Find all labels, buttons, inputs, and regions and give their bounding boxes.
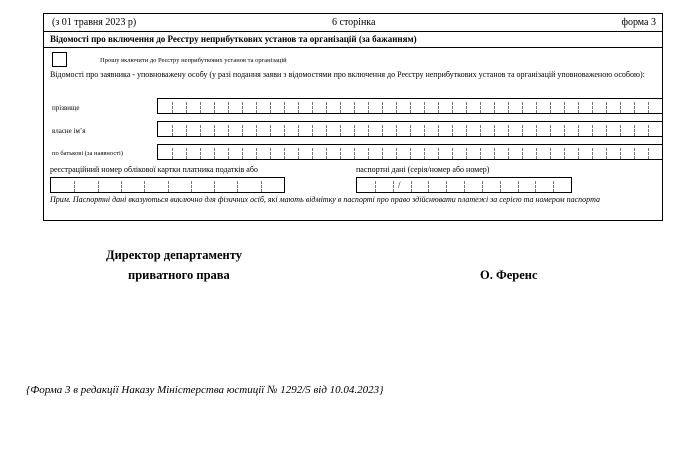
cell-divider (564, 148, 565, 159)
cell-divider (242, 148, 243, 159)
cell-divider (237, 181, 238, 192)
cell-divider (393, 181, 394, 192)
cell-divider (578, 125, 579, 136)
cell-divider (375, 181, 376, 192)
cell-divider (452, 102, 453, 113)
cell-divider (452, 125, 453, 136)
cell-divider (634, 148, 635, 159)
cell-divider (228, 102, 229, 113)
cell-divider (535, 181, 536, 192)
cell-divider (410, 102, 411, 113)
cell-divider (508, 102, 509, 113)
form-header (44, 14, 662, 31)
given-name-label: власне ім’я (52, 127, 86, 135)
cell-divider (648, 102, 649, 113)
cell-divider (446, 181, 447, 192)
cell-divider (326, 125, 327, 136)
surname-field[interactable] (157, 98, 663, 114)
cell-divider (438, 125, 439, 136)
applicant-info-text: Відомості про заявника - уповноважену особу (у разі подання заяви з відомостями про включення до Реєстру неприбуткових установ та організацій уповноваженою особою): (50, 70, 645, 79)
cell-divider (228, 148, 229, 159)
cell-divider (326, 148, 327, 159)
passport-separator: / (398, 180, 401, 190)
cell-divider (606, 102, 607, 113)
cell-divider (494, 102, 495, 113)
cell-divider (261, 181, 262, 192)
cell-divider (424, 125, 425, 136)
patronymic-label: по батькові (за наявності) (52, 150, 124, 157)
cell-divider (553, 181, 554, 192)
cell-divider (326, 102, 327, 113)
cell-divider (368, 148, 369, 159)
cell-divider (354, 125, 355, 136)
cell-divider (270, 148, 271, 159)
cell-divider (396, 148, 397, 159)
cell-divider (172, 148, 173, 159)
cell-divider (522, 125, 523, 136)
cell-divider (410, 125, 411, 136)
cell-divider (620, 102, 621, 113)
cell-divider (284, 102, 285, 113)
form-number: форма 3 (621, 17, 656, 28)
cell-divider (200, 102, 201, 113)
passport-label: паспортні дані (серія/номер або номер) (356, 165, 490, 174)
cell-divider (648, 148, 649, 159)
cell-divider (592, 125, 593, 136)
cell-divider (494, 125, 495, 136)
cell-divider (228, 125, 229, 136)
form-note: Прим. Паспортні дані вказуються виключно для фізичних осіб, які мають відмітку в паспорті про право здійснювати платежі за серією та номером паспорта (50, 195, 600, 204)
cell-divider (564, 125, 565, 136)
cell-divider (368, 125, 369, 136)
cell-divider (186, 102, 187, 113)
tax-number-label: реєстраційний номер облікової картки платника податків або (50, 165, 258, 174)
cell-divider (214, 148, 215, 159)
cell-divider (578, 102, 579, 113)
cell-divider (606, 125, 607, 136)
cell-divider (438, 102, 439, 113)
cell-divider (508, 148, 509, 159)
cell-divider (578, 148, 579, 159)
cell-divider (200, 148, 201, 159)
cell-divider (186, 125, 187, 136)
cell-divider (191, 181, 192, 192)
cell-divider (494, 148, 495, 159)
cell-divider (410, 148, 411, 159)
form-title: Відомості про включення до Реєстру неприбуткових установ та організацій (за бажанням) (44, 31, 662, 48)
include-registry-checkbox[interactable] (52, 52, 67, 67)
cell-divider (411, 181, 412, 192)
cell-divider (312, 125, 313, 136)
cell-divider (522, 148, 523, 159)
patronymic-field[interactable] (157, 144, 663, 160)
cell-divider (270, 125, 271, 136)
cell-divider (480, 125, 481, 136)
cell-divider (606, 148, 607, 159)
cell-divider (284, 125, 285, 136)
cell-divider (634, 102, 635, 113)
cell-divider (214, 102, 215, 113)
passport-field[interactable] (356, 177, 572, 193)
registry-form-box (43, 13, 663, 221)
form-date: (з 01 травня 2023 р) (52, 17, 137, 28)
cell-divider (121, 181, 122, 192)
cell-divider (242, 102, 243, 113)
cell-divider (256, 125, 257, 136)
cell-divider (592, 148, 593, 159)
cell-divider (382, 125, 383, 136)
cell-divider (340, 125, 341, 136)
cell-divider (536, 102, 537, 113)
cell-divider (620, 125, 621, 136)
tax-number-field[interactable] (50, 177, 285, 193)
cell-divider (550, 125, 551, 136)
cell-divider (144, 181, 145, 192)
given-name-field[interactable] (157, 121, 663, 137)
cell-divider (298, 148, 299, 159)
cell-divider (354, 148, 355, 159)
cell-divider (186, 148, 187, 159)
cell-divider (168, 181, 169, 192)
cell-divider (522, 102, 523, 113)
cell-divider (438, 148, 439, 159)
cell-divider (298, 125, 299, 136)
cell-divider (354, 102, 355, 113)
cell-divider (340, 102, 341, 113)
cell-divider (172, 102, 173, 113)
cell-divider (368, 102, 369, 113)
cell-divider (500, 181, 501, 192)
cell-divider (382, 102, 383, 113)
cell-divider (270, 102, 271, 113)
cell-divider (74, 181, 75, 192)
cell-divider (466, 148, 467, 159)
cell-divider (98, 181, 99, 192)
cell-divider (424, 102, 425, 113)
cell-divider (424, 148, 425, 159)
cell-divider (466, 102, 467, 113)
include-registry-label: Прошу включити до Реєстру неприбуткових установ та організацій (100, 57, 287, 64)
cell-divider (550, 102, 551, 113)
cell-divider (312, 102, 313, 113)
footer-note: {Форма 3 в редакції Наказу Міністерства юстиції № 1292/5 від 10.04.2023} (26, 384, 384, 396)
cell-divider (536, 148, 537, 159)
cell-divider (550, 148, 551, 159)
surname-label: прізвище (52, 104, 80, 112)
signature-position-line2: приватного права (128, 268, 230, 282)
cell-divider (340, 148, 341, 159)
cell-divider (508, 125, 509, 136)
cell-divider (482, 181, 483, 192)
cell-divider (256, 148, 257, 159)
cell-divider (480, 148, 481, 159)
cell-divider (396, 102, 397, 113)
cell-divider (428, 181, 429, 192)
cell-divider (536, 125, 537, 136)
cell-divider (466, 125, 467, 136)
cell-divider (172, 125, 173, 136)
page-number: 6 сторінка (332, 17, 376, 28)
cell-divider (464, 181, 465, 192)
cell-divider (312, 148, 313, 159)
cell-divider (452, 148, 453, 159)
signature-name: О. Ференс (480, 268, 538, 282)
cell-divider (256, 102, 257, 113)
cell-divider (518, 181, 519, 192)
cell-divider (396, 125, 397, 136)
cell-divider (284, 148, 285, 159)
cell-divider (592, 102, 593, 113)
signature-position-line1: Директор департаменту (106, 248, 242, 262)
cell-divider (648, 125, 649, 136)
cell-divider (200, 125, 201, 136)
cell-divider (480, 102, 481, 113)
cell-divider (564, 102, 565, 113)
cell-divider (634, 125, 635, 136)
cell-divider (214, 181, 215, 192)
cell-divider (298, 102, 299, 113)
cell-divider (214, 125, 215, 136)
cell-divider (382, 148, 383, 159)
cell-divider (242, 125, 243, 136)
cell-divider (620, 148, 621, 159)
